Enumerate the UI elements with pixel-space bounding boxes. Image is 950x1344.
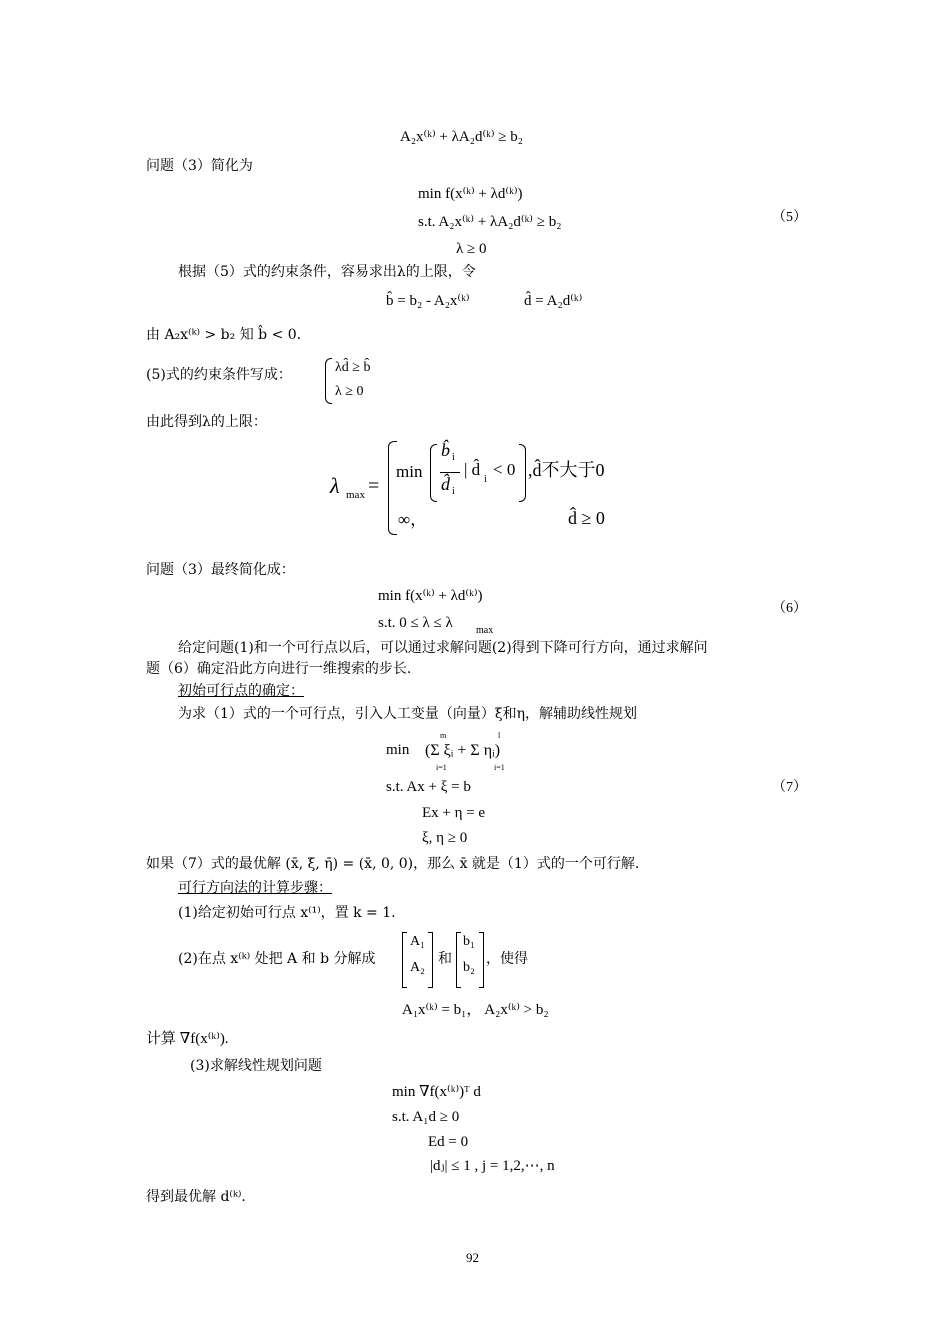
since-statement: 由 A₂x⁽ᵏ⁾ > b₂ 知 b̂ < 0. — [146, 327, 302, 343]
rewrite-constraint1: λd̂ ≥ b̂ — [335, 360, 371, 375]
p7-sum1-upper: m — [440, 731, 447, 740]
A2-block: A₂ — [410, 960, 425, 975]
upper-bound-label: 由此得到λ的上限： — [146, 414, 267, 430]
problem3-intro: 问题（3）简化为 — [146, 158, 253, 174]
step2-suffix: ，使得 — [486, 951, 528, 967]
p7-constraint2: Ex + η = e — [422, 805, 486, 821]
step3: (3)求解线性规划问题 — [190, 1058, 322, 1074]
lambda-symbol: λ — [330, 473, 340, 498]
min-operator: min — [396, 462, 423, 481]
condition-inequality: < 0 — [493, 460, 516, 479]
paragraph-upper-bound: 根据（5）式的约束条件，容易求出λ的上限，令 — [178, 264, 476, 280]
step2-text: (2)在点 x⁽ᵏ⁾ 处把 A 和 b 分解成 — [178, 951, 376, 967]
p5-equation-number: （5） — [772, 210, 807, 225]
result-statement: 得到最优解 d⁽ᵏ⁾. — [146, 1189, 246, 1205]
A-matrix-right-bracket — [428, 932, 433, 988]
p5-objective: min f(x⁽ᵏ⁾ + λd⁽ᵏ⁾) — [418, 186, 523, 202]
fraction-numerator: b̂ — [441, 440, 450, 460]
fraction-bar — [440, 472, 460, 473]
step1: (1)给定初始可行点 x⁽¹⁾，置 k = 1. — [178, 905, 396, 921]
rewrite-label: (5)式的约束条件写成： — [146, 367, 292, 383]
rewrite-brace — [325, 358, 332, 404]
p6-objective: min f(x⁽ᵏ⁾ + λd⁽ᵏ⁾) — [378, 588, 483, 604]
case2-infinity: ∞， — [398, 510, 428, 529]
b-vector-right-bracket — [479, 932, 484, 988]
b2-block: b₂ — [463, 960, 475, 975]
p7-sum1-lower: i=1 — [436, 763, 447, 772]
set-right-brace — [519, 444, 526, 502]
lp-constraint2: Ed = 0 — [428, 1134, 469, 1150]
heading-algorithm-steps: 可行方向法的计算步骤： — [178, 880, 332, 896]
problem3-final-intro: 问题（3）最终简化成： — [146, 562, 295, 578]
condition-subscript: i — [484, 474, 487, 485]
paragraph-initial-point: 为求（1）式的一个可行点，引入人工变量（向量）ξ和η，解辅助线性规划 — [178, 706, 638, 722]
lambda-subscript: max — [346, 489, 365, 501]
dhat-definition: d̂ = A₂d⁽ᵏ⁾ — [524, 293, 583, 309]
constraint-equation: A₂x⁽ᵏ⁾ + λA₂d⁽ᵏ⁾ ≥ b₂ — [400, 129, 524, 145]
gradient-step: 计算 ∇f(x⁽ᵏ⁾). — [146, 1031, 229, 1047]
p7-sum2-upper: l — [498, 731, 501, 740]
p7-equation-number: （7） — [772, 780, 807, 795]
A-matrix-left-bracket — [402, 932, 407, 988]
denominator-subscript: i — [452, 486, 455, 497]
numerator-subscript: i — [452, 452, 455, 463]
cases-brace — [388, 441, 397, 535]
set-condition: | d̂ — [464, 460, 481, 479]
case1-condition: ,d̂不大于0 — [528, 460, 605, 480]
fraction-denominator: d̂ — [441, 474, 450, 494]
A1-block: A₁ — [410, 934, 425, 949]
p7-sum-expression: (Σ ξᵢ + Σ ηᵢ) — [425, 742, 501, 759]
p7-sum2-lower: i=1 — [494, 763, 505, 772]
p5-constraint2: λ ≥ 0 — [456, 241, 487, 257]
lp-constraint1: s.t. A₁d ≥ 0 — [392, 1109, 460, 1125]
p6-constraint: s.t. 0 ≤ λ ≤ λ — [378, 615, 453, 631]
set-left-brace — [430, 444, 437, 502]
b1-block: b₁ — [463, 934, 475, 949]
b-vector-left-bracket — [456, 932, 461, 988]
bhat-definition: b̂ = b₂ - A₂x⁽ᵏ⁾ — [386, 293, 470, 309]
p7-constraint3: ξ, η ≥ 0 — [422, 830, 468, 846]
heading-initial-feasible-point: 初始可行点的确定： — [178, 683, 304, 699]
step2-and: 和 — [438, 951, 452, 967]
case2-condition: d̂ ≥ 0 — [568, 508, 605, 528]
paragraph-optimal-solution: 如果（7）式的最优解 (x̄, ξ̄, η̄) = (x̄, 0, 0)，那么 x̄ 就是（1）式的一个可行解. — [146, 856, 640, 872]
page-number: 92 — [466, 1250, 479, 1265]
paragraph-given-line1: 给定问题(1)和一个可行点以后，可以通过求解问题(2)得到下降可行方向，通过求解问 — [178, 640, 708, 656]
p5-constraint1: s.t. A₂x⁽ᵏ⁾ + λA₂d⁽ᵏ⁾ ≥ b₂ — [418, 214, 562, 230]
p7-min: min — [386, 742, 410, 758]
p6-equation-number: （6） — [772, 601, 807, 616]
lp-constraint3: |dⱼ| ≤ 1 , j = 1,2,⋯, n — [430, 1158, 555, 1174]
paragraph-given-line2: 题（6）确定沿此方向进行一维搜索的步长. — [146, 661, 412, 677]
p7-constraint1: s.t. Ax + ξ = b — [386, 779, 471, 795]
lp-objective: min ∇f(x⁽ᵏ⁾)ᵀ d — [392, 1084, 481, 1100]
p6-constraint-subscript: max — [476, 625, 494, 636]
step2-partition-equation: A₁x⁽ᵏ⁾ = b₁， A₂x⁽ᵏ⁾ > b₂ — [402, 1002, 549, 1018]
equals-sign: = — [368, 475, 380, 497]
rewrite-constraint2: λ ≥ 0 — [335, 384, 364, 399]
